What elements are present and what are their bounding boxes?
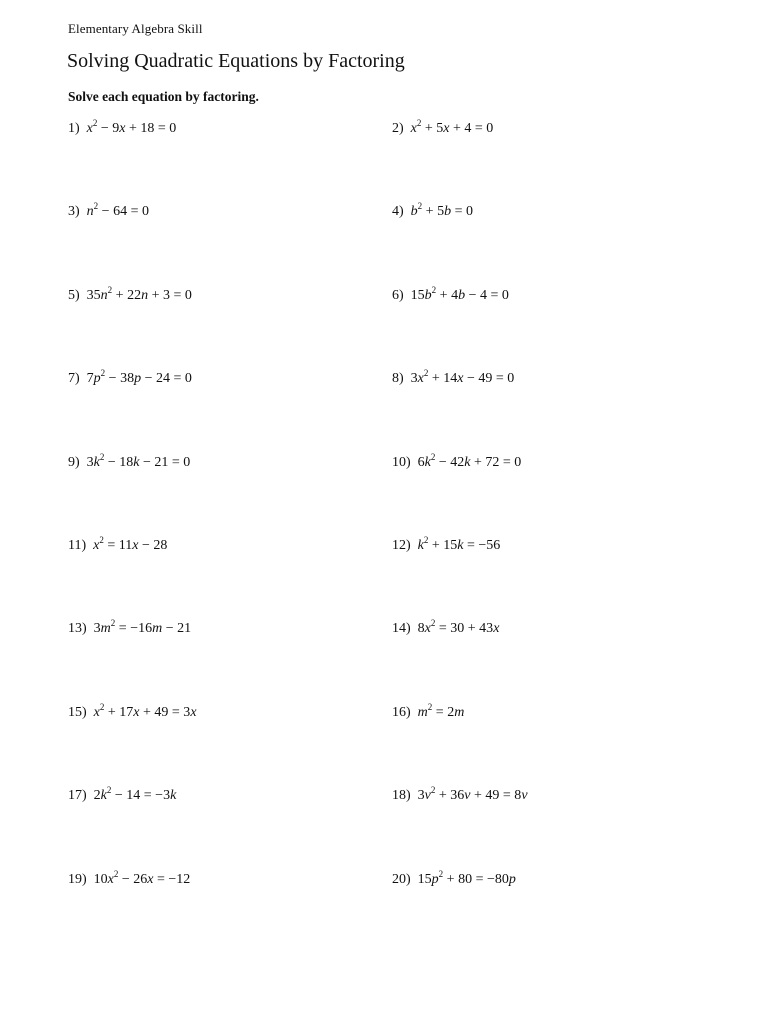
variable: k bbox=[133, 454, 140, 470]
problem-number: 9) bbox=[68, 454, 80, 470]
instructions: Solve each equation by factoring. bbox=[68, 89, 259, 104]
problem-5 bbox=[68, 284, 192, 305]
equation-text: + 18 = 0 bbox=[125, 121, 177, 136]
variable: x bbox=[132, 538, 139, 553]
problem-14 bbox=[392, 620, 499, 638]
equation-text: + 5 bbox=[421, 121, 444, 136]
exponent: 2 bbox=[99, 701, 105, 712]
exponent: 2 bbox=[438, 868, 444, 879]
variable: p bbox=[431, 871, 439, 887]
equation-text: + 49 = 8 bbox=[470, 788, 522, 804]
variable: v bbox=[424, 788, 431, 804]
variable: k bbox=[170, 788, 177, 804]
variable: b bbox=[410, 204, 418, 220]
problem-12 bbox=[392, 537, 500, 555]
exponent: 2 bbox=[107, 284, 113, 295]
exponent: 2 bbox=[423, 535, 429, 545]
variable: x bbox=[443, 121, 450, 136]
variable: x bbox=[493, 621, 500, 637]
equation-text: + 36 bbox=[435, 788, 465, 804]
exponent: 2 bbox=[106, 785, 112, 796]
equation-text: 15 bbox=[417, 871, 432, 887]
problem-equation bbox=[86, 118, 177, 136]
equation-text: − 42 bbox=[435, 454, 465, 470]
problem-number: 7) bbox=[68, 371, 80, 387]
problem-7 bbox=[68, 370, 192, 388]
variable: x bbox=[190, 704, 197, 720]
problem-number: 2) bbox=[392, 121, 404, 136]
equation-text: 3 bbox=[86, 454, 94, 470]
equation-text: + 80 = −80 bbox=[443, 871, 509, 887]
variable: n bbox=[141, 287, 149, 303]
variable: n bbox=[86, 204, 94, 220]
problem-number: 20) bbox=[392, 871, 411, 887]
problem-8 bbox=[392, 370, 514, 388]
variable: k bbox=[100, 788, 107, 804]
equation-text: − 24 = 0 bbox=[141, 371, 192, 387]
problem-number: 14) bbox=[392, 621, 411, 637]
problem-number: 4) bbox=[392, 204, 404, 220]
variable: k bbox=[424, 454, 431, 470]
equation-text: = 11 bbox=[103, 538, 133, 553]
variable: x bbox=[410, 121, 417, 136]
problem-equation bbox=[93, 701, 197, 720]
equation-text: + 72 = 0 bbox=[470, 454, 522, 470]
equation-text: 8 bbox=[417, 621, 425, 637]
equation-text: = −16 bbox=[115, 621, 153, 637]
variable: k bbox=[464, 454, 471, 470]
equation-text: 15 bbox=[410, 287, 425, 303]
problem-19 bbox=[68, 868, 191, 889]
problem-equation bbox=[93, 868, 191, 887]
equation-text: − 38 bbox=[105, 371, 135, 387]
equation-text: − 14 = −3 bbox=[111, 788, 171, 804]
equation-text: + 14 bbox=[428, 371, 458, 387]
variable: x bbox=[93, 538, 100, 553]
equation-text: + 5 bbox=[422, 204, 445, 220]
equation-text: = 30 + 43 bbox=[435, 621, 494, 637]
problem-number: 8) bbox=[392, 371, 404, 387]
problem-number: 1) bbox=[68, 121, 80, 136]
variable: k bbox=[93, 454, 100, 470]
problem-equation bbox=[410, 118, 494, 136]
equation-text: + 3 = 0 bbox=[148, 287, 192, 303]
variable: n bbox=[100, 287, 108, 303]
equation-text: − 28 bbox=[138, 538, 168, 553]
problem-2 bbox=[392, 120, 493, 138]
problem-11 bbox=[68, 537, 167, 555]
equation-text: + 22 bbox=[112, 287, 142, 303]
variable: p bbox=[134, 371, 142, 387]
problem-number: 19) bbox=[68, 871, 87, 887]
exponent: 2 bbox=[110, 618, 116, 629]
problem-1 bbox=[68, 120, 176, 138]
variable: x bbox=[424, 621, 431, 637]
variable: v bbox=[521, 788, 528, 804]
problem-20 bbox=[392, 868, 516, 889]
equation-text: − 64 = 0 bbox=[98, 204, 149, 220]
problem-equation bbox=[93, 535, 168, 553]
variable: x bbox=[417, 371, 424, 387]
variable: b bbox=[444, 204, 452, 220]
variable: x bbox=[457, 371, 464, 387]
exponent: 2 bbox=[99, 451, 105, 462]
equation-text: 10 bbox=[93, 871, 108, 887]
problem-number: 11) bbox=[68, 538, 87, 553]
problem-equation bbox=[410, 284, 509, 303]
problem-equation bbox=[86, 201, 149, 220]
equation-text: + 15 bbox=[428, 538, 458, 553]
variable: v bbox=[464, 788, 471, 804]
variable: x bbox=[147, 871, 154, 887]
equation-text: 7 bbox=[86, 371, 94, 387]
problem-equation bbox=[417, 618, 500, 637]
equation-text: 2 bbox=[93, 788, 101, 804]
exponent: 2 bbox=[417, 201, 423, 212]
equation-text: − 4 = 0 bbox=[465, 287, 509, 303]
equation-text: − 21 bbox=[162, 621, 192, 637]
problem-equation bbox=[410, 201, 473, 220]
problem-15 bbox=[68, 701, 197, 722]
problem-9 bbox=[68, 451, 191, 472]
equation-text: − 26 bbox=[118, 871, 148, 887]
variable: x bbox=[107, 871, 114, 887]
problem-equation bbox=[93, 618, 192, 637]
problem-equation bbox=[417, 868, 516, 887]
equation-text: 35 bbox=[86, 287, 101, 303]
worksheet-title: Solving Quadratic Equations by Factoring bbox=[67, 50, 405, 72]
problem-number: 10) bbox=[392, 454, 411, 470]
equation-text: + 49 = 3 bbox=[139, 704, 191, 720]
course-name: Elementary Algebra Skill bbox=[68, 21, 203, 36]
exponent: 2 bbox=[430, 618, 436, 629]
equation-text: = 2 bbox=[432, 704, 455, 720]
problem-equation bbox=[417, 535, 501, 553]
problem-number: 18) bbox=[392, 788, 411, 804]
exponent: 2 bbox=[99, 535, 104, 545]
problem-equation bbox=[86, 284, 192, 303]
exponent: 2 bbox=[431, 284, 437, 295]
variable: x bbox=[119, 121, 126, 136]
variable: p bbox=[93, 371, 101, 387]
problem-18 bbox=[392, 787, 528, 805]
problem-equation bbox=[417, 451, 522, 470]
exponent: 2 bbox=[416, 118, 422, 128]
problem-equation bbox=[86, 451, 191, 470]
variable: k bbox=[457, 538, 464, 553]
equation-text: = −56 bbox=[463, 538, 501, 553]
variable: m bbox=[100, 621, 111, 637]
variable: x bbox=[93, 704, 100, 720]
problem-equation bbox=[93, 785, 177, 804]
problem-number: 15) bbox=[68, 704, 87, 720]
problem-number: 13) bbox=[68, 621, 87, 637]
problem-number: 16) bbox=[392, 704, 411, 720]
variable: b bbox=[458, 287, 466, 303]
problem-equation bbox=[410, 368, 515, 387]
equation-text: 3 bbox=[417, 788, 425, 804]
variable: k bbox=[417, 538, 424, 553]
exponent: 2 bbox=[430, 785, 436, 796]
equation-text: = −12 bbox=[153, 871, 191, 887]
problem-10 bbox=[392, 451, 522, 472]
problem-equation bbox=[86, 368, 192, 387]
problem-number: 3) bbox=[68, 204, 80, 220]
exponent: 2 bbox=[423, 368, 429, 379]
variable: x bbox=[133, 704, 140, 720]
problem-number: 6) bbox=[392, 287, 404, 303]
variable: m bbox=[417, 704, 428, 720]
equation-text: − 49 = 0 bbox=[463, 371, 515, 387]
equation-text: + 17 bbox=[104, 704, 134, 720]
problem-number: 5) bbox=[68, 287, 80, 303]
problem-3 bbox=[68, 203, 149, 221]
equation-text: 3 bbox=[93, 621, 101, 637]
problem-17 bbox=[68, 787, 176, 805]
exponent: 2 bbox=[427, 701, 433, 712]
problem-number: 17) bbox=[68, 788, 87, 804]
exponent: 2 bbox=[93, 201, 99, 212]
problem-13 bbox=[68, 620, 191, 638]
problem-number: 12) bbox=[392, 538, 411, 553]
equation-text: + 4 = 0 bbox=[449, 121, 494, 136]
equation-text: 3 bbox=[410, 371, 418, 387]
exponent: 2 bbox=[100, 368, 106, 379]
variable: p bbox=[508, 871, 516, 887]
problem-16 bbox=[392, 701, 465, 722]
variable: b bbox=[424, 287, 432, 303]
variable: m bbox=[454, 704, 465, 720]
equation-text: + 4 bbox=[436, 287, 459, 303]
variable: m bbox=[152, 621, 163, 637]
equation-text: 6 bbox=[417, 454, 425, 470]
problem-equation bbox=[417, 785, 528, 804]
exponent: 2 bbox=[430, 451, 436, 462]
equation-text: − 21 = 0 bbox=[139, 454, 191, 470]
equation-text: − 9 bbox=[97, 121, 120, 136]
equation-text: = 0 bbox=[451, 204, 473, 220]
equation-text: − 18 bbox=[104, 454, 134, 470]
exponent: 2 bbox=[113, 868, 119, 879]
problem-6 bbox=[392, 284, 509, 305]
problem-equation bbox=[417, 701, 465, 720]
exponent: 2 bbox=[92, 118, 98, 128]
problem-4 bbox=[392, 203, 473, 221]
variable: x bbox=[86, 121, 93, 136]
